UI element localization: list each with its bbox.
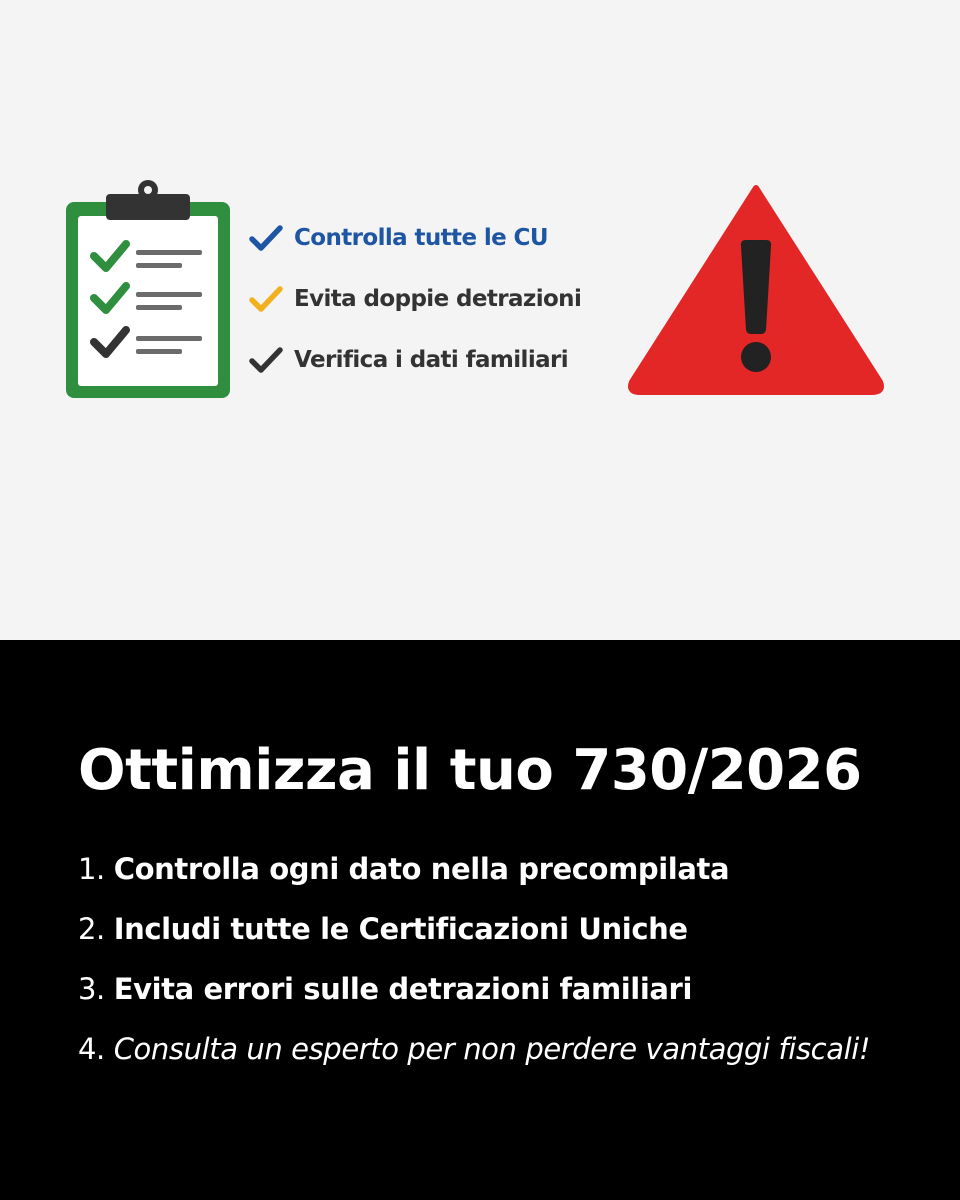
- list-item-text: Consulta un esperto per non perdere vantaggi fiscali!: [113, 1032, 871, 1066]
- list-item: [78, 972, 938, 1032]
- tips-panel: [0, 640, 960, 1200]
- list-item-text: Includi tutte le Certificazioni Uniche: [113, 912, 688, 946]
- checklist-item: [248, 218, 548, 258]
- checklist-item: [248, 340, 568, 380]
- clipboard-checklist-icon: [62, 178, 234, 402]
- checkmark-icon: [248, 345, 284, 375]
- list-item: [78, 1032, 938, 1092]
- tips-list: [78, 852, 938, 1092]
- checkmark-icon: [248, 284, 284, 314]
- checklist-item-label: Controlla tutte le CU: [294, 225, 548, 251]
- list-item-number: 3.: [78, 972, 105, 1006]
- warning-triangle-icon: [626, 182, 886, 398]
- list-item-number: 1.: [78, 852, 105, 886]
- page-title: Ottimizza il tuo 730/2026: [78, 738, 862, 803]
- list-item: [78, 852, 938, 912]
- list-item-number: 4.: [78, 1032, 105, 1066]
- list-item-number: 2.: [78, 912, 105, 946]
- list-item-text: Evita errori sulle detrazioni familiari: [113, 972, 692, 1006]
- list-item-text: Controlla ogni dato nella precompilata: [113, 852, 730, 886]
- list-item: [78, 912, 938, 972]
- checklist-item: [248, 279, 581, 319]
- checklist-item-label: Verifica i dati familiari: [294, 347, 569, 373]
- checklist-item-label: Evita doppie detrazioni: [294, 286, 582, 312]
- checkmark-icon: [248, 223, 284, 253]
